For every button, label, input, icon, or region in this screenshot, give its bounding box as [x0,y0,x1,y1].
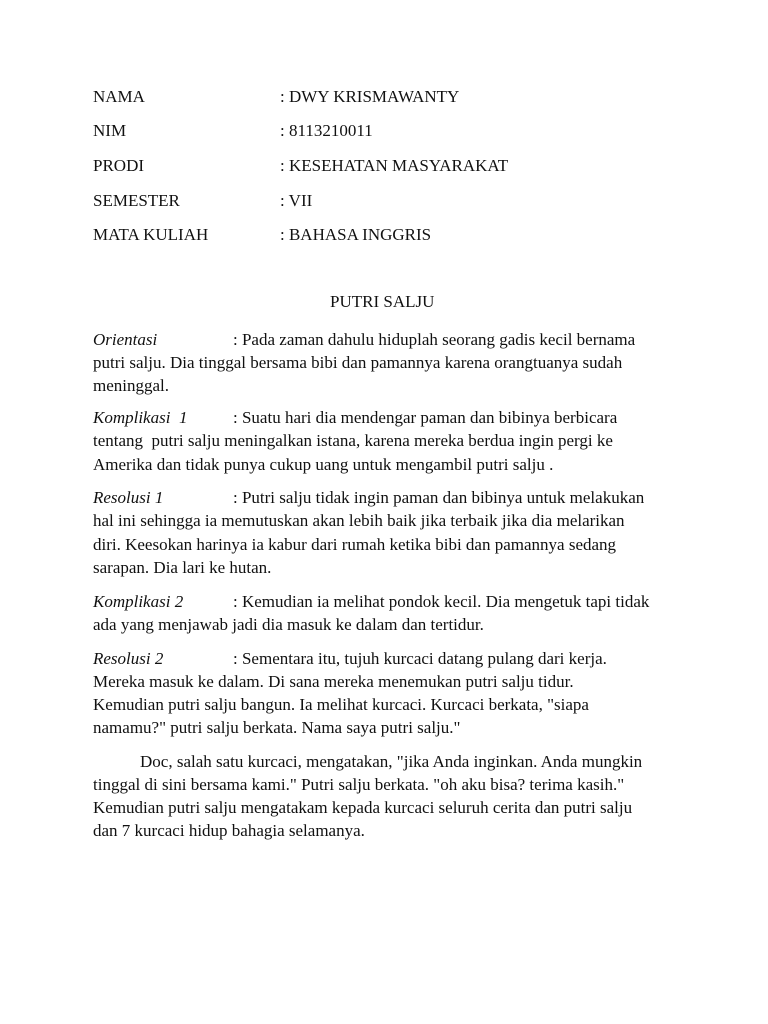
identity-label-nama: NAMA [93,87,145,106]
section-line: meninggal. [93,376,170,395]
section-label: Komplikasi 1 [93,408,188,427]
section-label: Resolusi 2 [93,649,164,668]
identity-label-nim: NIM [93,121,127,140]
identity-label-prodi: PRODI [93,156,145,175]
section-label: Komplikasi 2 [93,592,184,611]
paragraph-line: tinggal di sini bersama kami." Putri salju berkata. "oh aku bisa? terima kasih." [93,775,625,794]
section-line: diri. Keesokan harinya ia kabur dari rumah ketika bibi dan pamannya sedang [93,535,617,554]
section-line: hal ini sehingga ia memutuskan akan lebih baik jika terbaik jika dia melarikan [93,511,625,530]
section-line: namamu?" putri salju berkata. Nama saya putri salju." [93,718,461,737]
section-line: ada yang menjawab jadi dia masuk ke dalam dan tertidur. [93,615,484,634]
paragraph-line: Kemudian putri salju mengatakam kepada kurcaci seluruh cerita dan putri salju [93,798,633,817]
paragraph-line: dan 7 kurcaci hidup bahagia selamanya. [93,821,365,840]
section-line: : Putri salju tidak ingin paman dan bibinya untuk melakukan [233,488,645,507]
section-line: tentang putri salju meningalkan istana, karena mereka berdua ingin pergi ke [93,431,613,450]
section-line: sarapan. Dia lari ke hutan. [93,558,272,577]
identity-label-mata-kuliah: MATA KULIAH [93,225,209,244]
section-line: : Kemudian ia melihat pondok kecil. Dia mengetuk tapi tidak [233,592,650,611]
identity-value-mata-kuliah: : BAHASA INGGRIS [280,225,432,244]
section-line: Amerika dan tidak punya cukup uang untuk mengambil putri salju . [93,455,554,474]
section-line: Mereka masuk ke dalam. Di sana mereka menemukan putri salju tidur. [93,672,574,691]
section-line: : Sementara itu, tujuh kurcaci datang pulang dari kerja. [233,649,607,668]
identity-value-nim: : 8113210011 [280,121,373,140]
section-line: putri salju. Dia tinggal bersama bibi dan pamannya karena orangtuanya sudah [93,353,623,372]
identity-value-prodi: : KESEHATAN MASYARAKAT [280,156,509,175]
identity-label-semester: SEMESTER [93,191,180,210]
section-label: Orientasi [93,330,158,349]
section-label: Resolusi 1 [93,488,164,507]
section-line: Kemudian putri salju bangun. Ia melihat kurcaci. Kurcaci berkata, "siapa [93,695,589,714]
identity-value-semester: : VII [280,191,313,210]
section-line: : Pada zaman dahulu hiduplah seorang gadis kecil bernama [233,330,636,349]
paragraph-line: Doc, salah satu kurcaci, mengatakan, "jika Anda inginkan. Anda mungkin [140,752,643,771]
story-title: PUTRI SALJU [330,292,435,311]
section-line: : Suatu hari dia mendengar paman dan bibinya berbicara [233,408,618,427]
identity-value-nama: : DWY KRISMAWANTY [280,87,460,106]
